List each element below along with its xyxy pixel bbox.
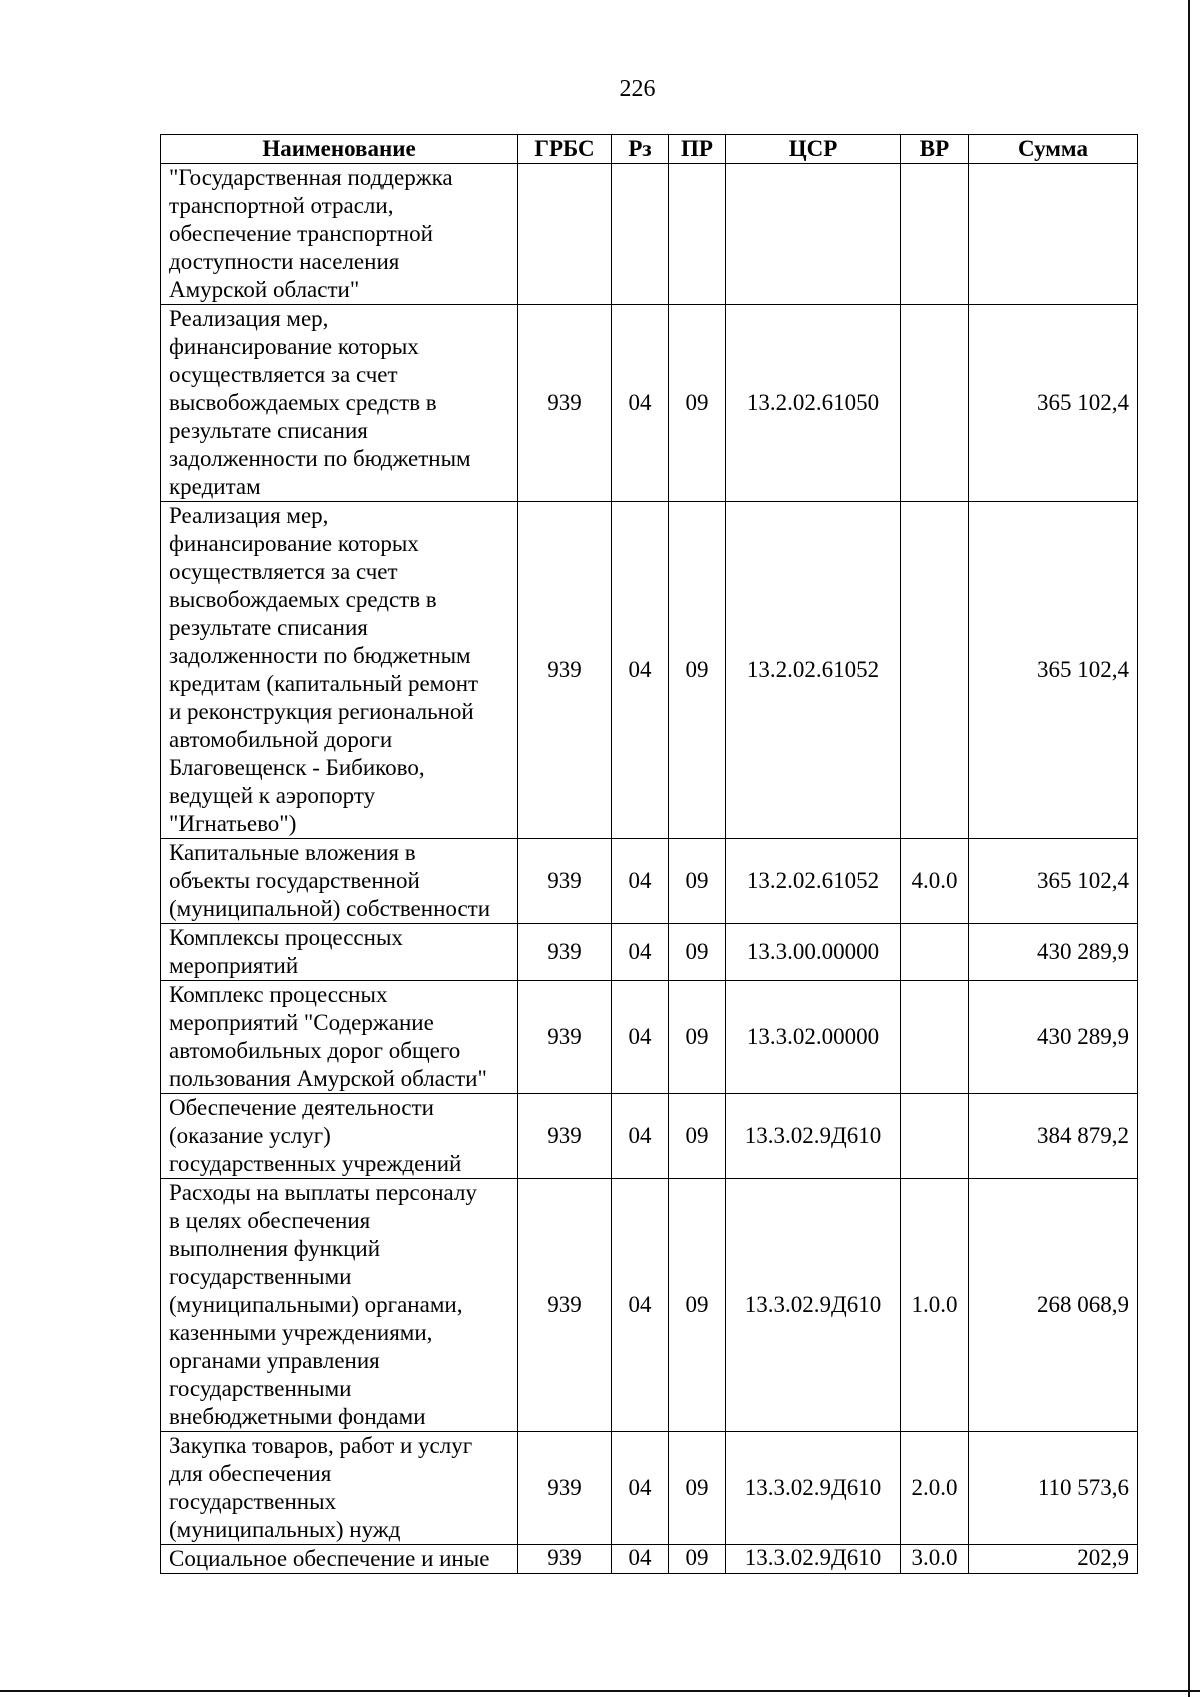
cell-pr: 09 xyxy=(669,502,726,839)
table-row xyxy=(161,1432,1138,1545)
cell-sum xyxy=(969,164,1138,305)
cell-grbs: 939 xyxy=(518,1432,612,1545)
cell-csr xyxy=(726,164,901,305)
cell-sum: 110 573,6 xyxy=(969,1432,1138,1545)
scan-edge-right xyxy=(1188,0,1190,1697)
scan-edge-bottom xyxy=(0,1690,1200,1692)
cell-grbs: 939 xyxy=(518,305,612,502)
cell-pr: 09 xyxy=(669,1094,726,1179)
cell-name: Комплексы процессных мероприятий xyxy=(161,924,518,981)
cell-name: Реализация мер, финансирование которых осуществляется за счет высвобождаемых средств в результате списания задолженности по бюджетным кредитам (капитальный ремонт и реконструкция региональной автомобильной дороги Благовещенск - Бибиково, ведущей к аэропорту "Игнатьево") xyxy=(161,502,518,839)
cell-rz: 04 xyxy=(612,1094,669,1179)
cell-rz: 04 xyxy=(612,502,669,839)
header-grbs: ГРБС xyxy=(518,135,612,164)
cell-vr: 1.0.0 xyxy=(901,1179,969,1432)
header-vr: ВР xyxy=(901,135,969,164)
cell-sum: 268 068,9 xyxy=(969,1179,1138,1432)
cell-rz: 04 xyxy=(612,981,669,1094)
cell-vr xyxy=(901,164,969,305)
cell-pr: 09 xyxy=(669,1432,726,1545)
cell-rz: 04 xyxy=(612,1432,669,1545)
table-header xyxy=(161,135,1138,164)
table-row xyxy=(161,981,1138,1094)
header-rz: Рз xyxy=(612,135,669,164)
header-pr: ПР xyxy=(669,135,726,164)
cell-csr: 13.3.02.9Д610 xyxy=(726,1545,901,1574)
cell-name: Реализация мер, финансирование которых осуществляется за счет высвобождаемых средств в результате списания задолженности по бюджетным кредитам xyxy=(161,305,518,502)
cell-grbs xyxy=(518,164,612,305)
cell-rz: 04 xyxy=(612,305,669,502)
cell-csr: 13.2.02.61050 xyxy=(726,305,901,502)
cell-grbs: 939 xyxy=(518,839,612,924)
cell-sum: 365 102,4 xyxy=(969,839,1138,924)
cell-pr: 09 xyxy=(669,305,726,502)
cell-csr: 13.2.02.61052 xyxy=(726,839,901,924)
cell-grbs: 939 xyxy=(518,1094,612,1179)
cell-name: Расходы на выплаты персоналу в целях обеспечения выполнения функций государственными (муниципальными) органами, казенными учреждениями, органами управления государственными внебюджетными фондами xyxy=(161,1179,518,1432)
cell-vr xyxy=(901,1094,969,1179)
cell-grbs: 939 xyxy=(518,502,612,839)
cell-sum: 430 289,9 xyxy=(969,981,1138,1094)
cell-rz xyxy=(612,164,669,305)
cell-name: Комплекс процессных мероприятий "Содержание автомобильных дорог общего пользования Амурской области" xyxy=(161,981,518,1094)
table-body xyxy=(161,164,1138,1574)
cell-name: Закупка товаров, работ и услуг для обеспечения государственных (муниципальных) нужд xyxy=(161,1432,518,1545)
cell-csr: 13.3.02.9Д610 xyxy=(726,1179,901,1432)
table-row xyxy=(161,924,1138,981)
cell-csr: 13.3.02.00000 xyxy=(726,981,901,1094)
cell-csr: 13.2.02.61052 xyxy=(726,502,901,839)
cell-csr: 13.3.02.9Д610 xyxy=(726,1094,901,1179)
table-row xyxy=(161,839,1138,924)
cell-pr: 09 xyxy=(669,839,726,924)
table-row xyxy=(161,1094,1138,1179)
cell-grbs: 939 xyxy=(518,1545,612,1574)
cell-sum: 384 879,2 xyxy=(969,1094,1138,1179)
page-number: 226 xyxy=(619,76,656,102)
cell-pr: 09 xyxy=(669,981,726,1094)
header-row xyxy=(161,135,1138,164)
cell-rz: 04 xyxy=(612,1545,669,1574)
cell-vr xyxy=(901,305,969,502)
header-sum: Сумма xyxy=(969,135,1138,164)
header-csr: ЦСР xyxy=(726,135,901,164)
cell-sum: 430 289,9 xyxy=(969,924,1138,981)
cell-vr xyxy=(901,502,969,839)
cell-sum: 202,9 xyxy=(969,1545,1138,1574)
table-row xyxy=(161,502,1138,839)
table-row xyxy=(161,1545,1138,1574)
cell-name: Обеспечение деятельности (оказание услуг) государственных учреждений xyxy=(161,1094,518,1179)
budget-table xyxy=(160,134,1138,1574)
table-row xyxy=(161,1179,1138,1432)
cell-csr: 13.3.00.00000 xyxy=(726,924,901,981)
table-row xyxy=(161,305,1138,502)
cell-rz: 04 xyxy=(612,1179,669,1432)
cell-sum: 365 102,4 xyxy=(969,305,1138,502)
cell-name: "Государственная поддержка транспортной отрасли, обеспечение транспортной доступности населения Амурской области" xyxy=(161,164,518,305)
cell-grbs: 939 xyxy=(518,981,612,1094)
cell-name: Капитальные вложения в объекты государственной (муниципальной) собственности xyxy=(161,839,518,924)
cell-sum: 365 102,4 xyxy=(969,502,1138,839)
cell-name: Социальное обеспечение и иные xyxy=(161,1545,518,1574)
cell-pr xyxy=(669,164,726,305)
cell-vr: 4.0.0 xyxy=(901,839,969,924)
cell-rz: 04 xyxy=(612,839,669,924)
cell-grbs: 939 xyxy=(518,924,612,981)
cell-vr: 2.0.0 xyxy=(901,1432,969,1545)
cell-vr xyxy=(901,924,969,981)
cell-pr: 09 xyxy=(669,1545,726,1574)
cell-grbs: 939 xyxy=(518,1179,612,1432)
cell-rz: 04 xyxy=(612,924,669,981)
table-row xyxy=(161,164,1138,305)
cell-vr xyxy=(901,981,969,1094)
cell-pr: 09 xyxy=(669,1179,726,1432)
cell-csr: 13.3.02.9Д610 xyxy=(726,1432,901,1545)
cell-vr: 3.0.0 xyxy=(901,1545,969,1574)
header-name: Наименование xyxy=(161,135,518,164)
cell-pr: 09 xyxy=(669,924,726,981)
